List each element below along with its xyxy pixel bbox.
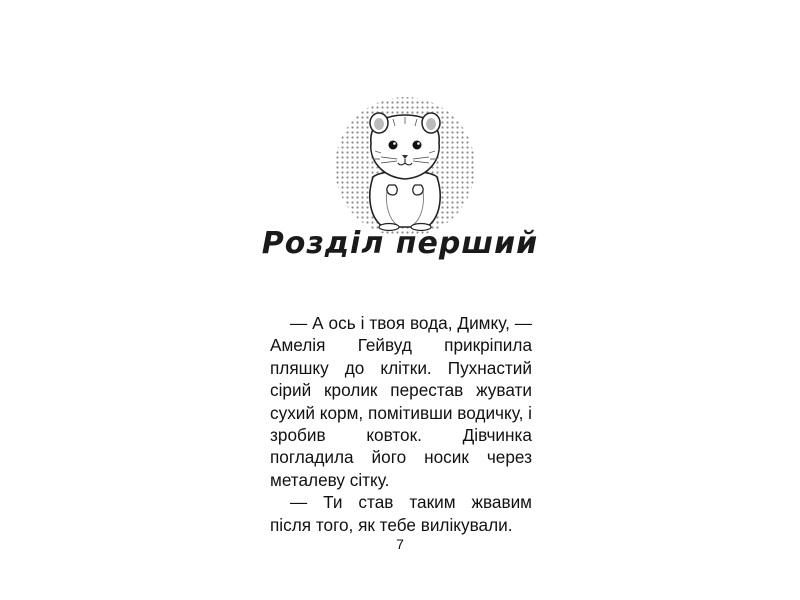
hamster-illustration <box>325 95 485 235</box>
chapter-body-text <box>270 312 532 536</box>
paragraph: — Ти став таким жвавим після того, як тебе вилікували. <box>270 492 532 535</box>
paragraph: — А ось і твоя вода, Димку, — Амелія Гейвуд прикріпила пляшку до клітки. Пухнастий сірий кролик перестав жувати сухий корм, помітивши водичку, і зробив ковток. Дівчинка погладила його носик через металеву сітку. <box>270 313 532 490</box>
chapter-title: Розділ перший <box>261 226 539 261</box>
page-number: 7 <box>396 536 404 552</box>
